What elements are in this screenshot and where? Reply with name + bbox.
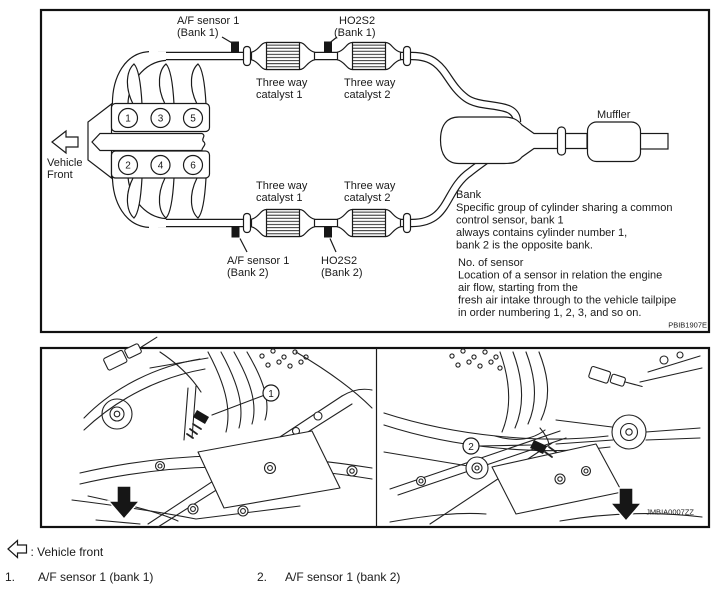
svg-text:Specific group of cylinder sha: Specific group of cylinder sharing a common xyxy=(456,202,673,214)
svg-text:(Bank 2): (Bank 2) xyxy=(227,267,269,279)
cylinder-number-1: 1 xyxy=(125,113,131,125)
cylinder-number-6: 6 xyxy=(190,160,196,172)
flange xyxy=(244,47,251,66)
svg-text:(Bank 2): (Bank 2) xyxy=(321,267,363,279)
figure-code-top: PBIB1907E xyxy=(668,320,707,330)
three-way-catalyst-2-bank2 xyxy=(338,210,401,237)
svg-text:Three way: Three way xyxy=(256,180,308,192)
flange xyxy=(558,127,566,155)
callout-1: 1 xyxy=(268,388,274,400)
svg-text:No. of sensor: No. of sensor xyxy=(458,257,524,269)
svg-text:Location of a sensor in relati: Location of a sensor in relation the engine xyxy=(458,269,663,282)
cylinder-number-5: 5 xyxy=(190,113,196,125)
svg-text:catalyst 2: catalyst 2 xyxy=(344,192,391,204)
svg-text:in order numbering 1, 2, 3, an: in order numbering 1, 2, 3, and so on. xyxy=(458,307,642,319)
flange xyxy=(404,47,411,66)
ho2s2-bank2-marker xyxy=(324,227,332,238)
callout-2: 2 xyxy=(468,441,474,453)
af-sensor-1-bank2-marker xyxy=(232,227,240,238)
svg-text:catalyst 1: catalyst 1 xyxy=(256,89,303,101)
bushing xyxy=(612,415,646,449)
svg-text:Bank: Bank xyxy=(456,189,482,201)
flange xyxy=(404,214,411,233)
tailpipe xyxy=(639,134,668,150)
flange xyxy=(244,214,251,233)
bushing xyxy=(466,457,488,479)
catalyst-1-top-label xyxy=(256,77,308,101)
engine-block xyxy=(88,104,210,179)
svg-text:always contains cylinder numbe: always contains cylinder number 1, xyxy=(456,227,628,239)
svg-text:bank 2 is the opposite bank.: bank 2 is the opposite bank. xyxy=(456,239,593,252)
legend-item-1-label: A/F sensor 1 (bank 1) xyxy=(38,570,154,584)
legend-item-2-label: A/F sensor 1 (bank 2) xyxy=(285,570,401,584)
ho2s2-bank1-marker xyxy=(324,42,332,53)
muffler-label: Muffler xyxy=(597,109,631,121)
legend-vehicle-front: : Vehicle front xyxy=(30,545,104,559)
ho2s2-bank2-label xyxy=(321,255,363,279)
svg-text:catalyst 2: catalyst 2 xyxy=(344,89,391,101)
svg-text:control sensor, bank 1: control sensor, bank 1 xyxy=(456,214,564,227)
svg-text:Three way: Three way xyxy=(344,180,396,192)
three-way-catalyst-1-bank2 xyxy=(252,210,315,237)
svg-text:catalyst 1: catalyst 1 xyxy=(256,192,303,204)
three-way-catalyst-2-bank1 xyxy=(338,43,401,70)
svg-text:A/F sensor 1: A/F sensor 1 xyxy=(177,15,240,27)
cylinder-number-3: 3 xyxy=(157,113,164,125)
muffler-body xyxy=(588,122,641,162)
svg-text:HO2S2: HO2S2 xyxy=(321,255,358,267)
cylinder-number-4: 4 xyxy=(157,160,164,172)
vehicle-front-label-1: Vehicle xyxy=(47,157,83,169)
ho2s2-bank1-label xyxy=(334,15,376,39)
svg-text:A/F sensor 1: A/F sensor 1 xyxy=(227,255,290,267)
figure-code-bottom: JMBIA0007ZZ xyxy=(646,507,694,517)
catalyst-2-top-label xyxy=(344,77,396,101)
svg-text:Three way: Three way xyxy=(344,77,396,89)
sensor-location-diagram xyxy=(41,334,709,527)
svg-text:fresh air intake through to th: fresh air intake through to the vehicle tailpipe xyxy=(458,294,677,307)
svg-text:(Bank 1): (Bank 1) xyxy=(177,27,219,39)
svg-text:HO2S2: HO2S2 xyxy=(339,15,376,27)
svg-text:Three way: Three way xyxy=(256,77,308,89)
cylinder-number-2: 2 xyxy=(125,160,131,172)
legend xyxy=(5,541,400,585)
vehicle-front-arrow-icon xyxy=(8,541,27,558)
legend-item-2-number: 2. xyxy=(257,570,268,584)
svg-text:air flow, starting from the: air flow, starting from the xyxy=(458,282,578,294)
vehicle-front-label-2: Front xyxy=(47,169,73,181)
svg-text:(Bank 1): (Bank 1) xyxy=(334,27,376,39)
catalyst-1-bottom-label xyxy=(256,180,308,204)
exhaust-diagram xyxy=(41,10,709,332)
legend-item-1-number: 1. xyxy=(5,570,16,584)
catalyst-2-bottom-label xyxy=(344,180,396,204)
three-way-catalyst-1-bank1 xyxy=(252,43,315,70)
